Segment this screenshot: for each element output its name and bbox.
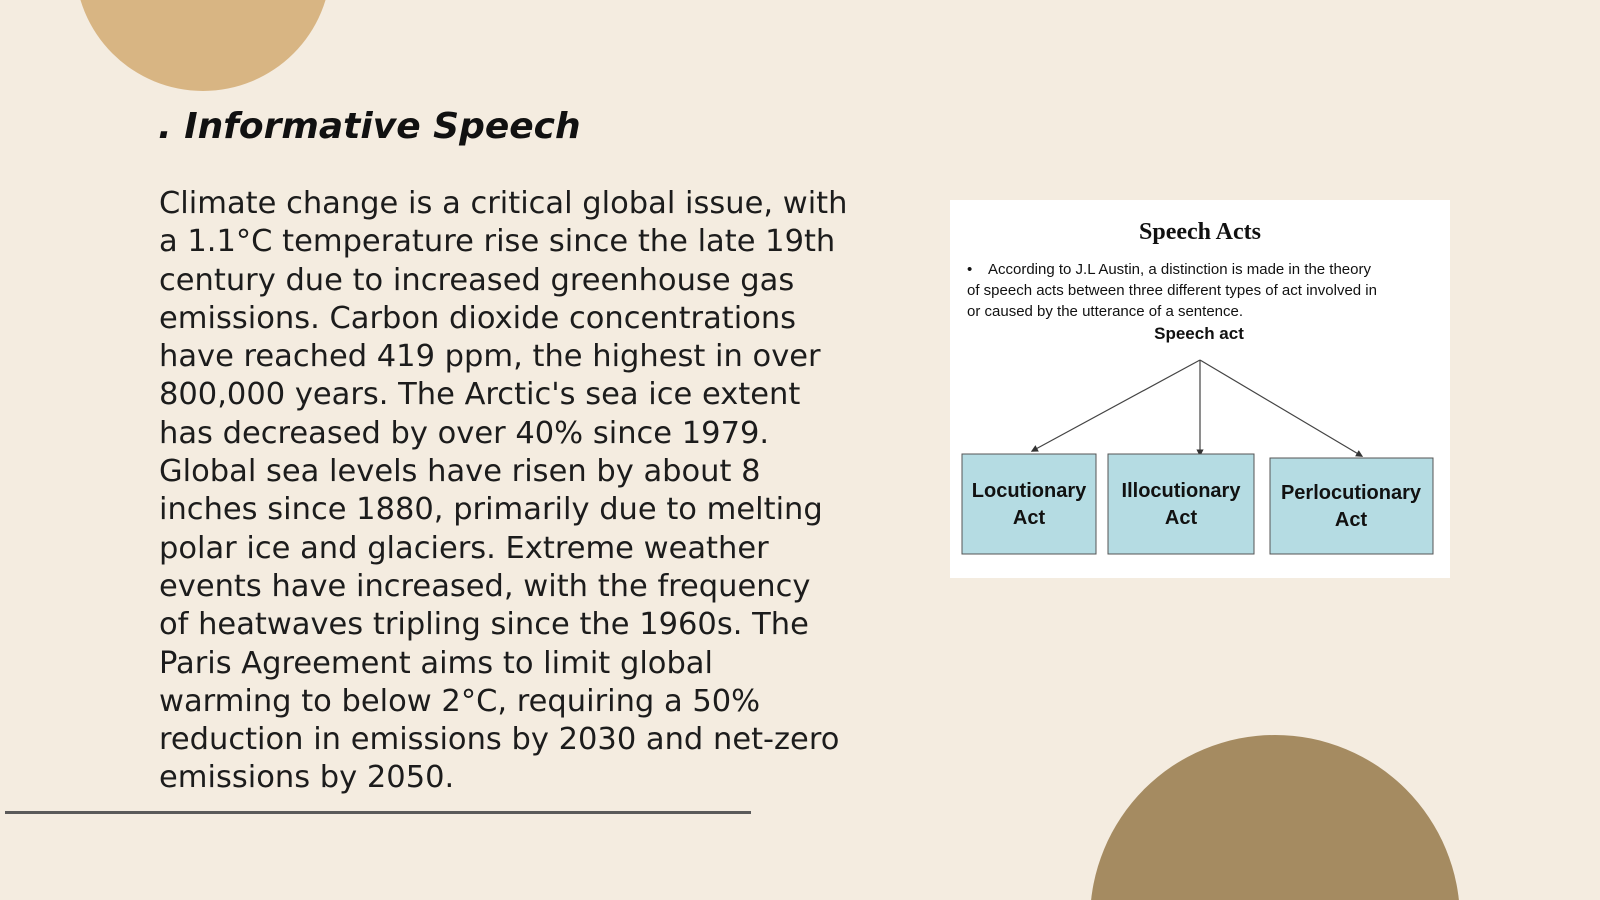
- diagram-root-label: Speech act: [1154, 324, 1244, 343]
- decorative-circle-bottom: [1090, 735, 1460, 900]
- box-locutionary: [962, 454, 1096, 554]
- bullet-line-2: of speech acts between three different types of act involved in: [967, 282, 1377, 299]
- decorative-circle-top: [75, 0, 331, 91]
- box-illocutionary-line2: Act: [1164, 507, 1198, 529]
- box-perlocutionary-line1: Perlocutionary: [1280, 482, 1422, 504]
- slide-title: . Informative Speech: [158, 106, 581, 147]
- connector-perlocutionary: [1200, 360, 1360, 455]
- box-perlocutionary-line2: Act: [1334, 509, 1368, 531]
- bullet-dot: •: [967, 261, 973, 278]
- box-perlocutionary: [1270, 458, 1433, 554]
- box-locutionary-line1: Locutionary: [971, 480, 1087, 502]
- diagram-canvas: [950, 200, 1450, 578]
- box-illocutionary-line1: Illocutionary: [1121, 480, 1241, 502]
- speech-acts-diagram: [950, 200, 1450, 578]
- box-locutionary-line2: Act: [1012, 507, 1046, 529]
- connector-locutionary: [1034, 360, 1200, 450]
- box-illocutionary: [1108, 454, 1254, 554]
- slide-body-text: Climate change is a critical global issue, with a 1.1°C temperature rise since the late 19th century due to increased greenhouse gas emissions. Carbon dioxide concentrations have reached 419 ppm, the highest in over 800,000 years. The Arctic's sea ice extent has decreased by over 40% since 1979. Global sea levels have risen by about 8 inches since 1880, primarily due to melting polar ice and glaciers. Extreme weather events have increased, with the frequency of heatwaves tripling since the 1960s. The Paris Agreement aims to limit global warming to below 2°C, requiring a 50% reduction in emissions by 2030 and net-zero emissions by 2050.: [159, 186, 848, 796]
- diagram-title: Speech Acts: [1139, 219, 1261, 245]
- bullet-line-3: or caused by the utterance of a sentence.: [967, 303, 1244, 320]
- divider-line: [5, 811, 751, 814]
- bullet-line-1: According to J.L Austin, a distinction is made in the theory: [988, 261, 1371, 278]
